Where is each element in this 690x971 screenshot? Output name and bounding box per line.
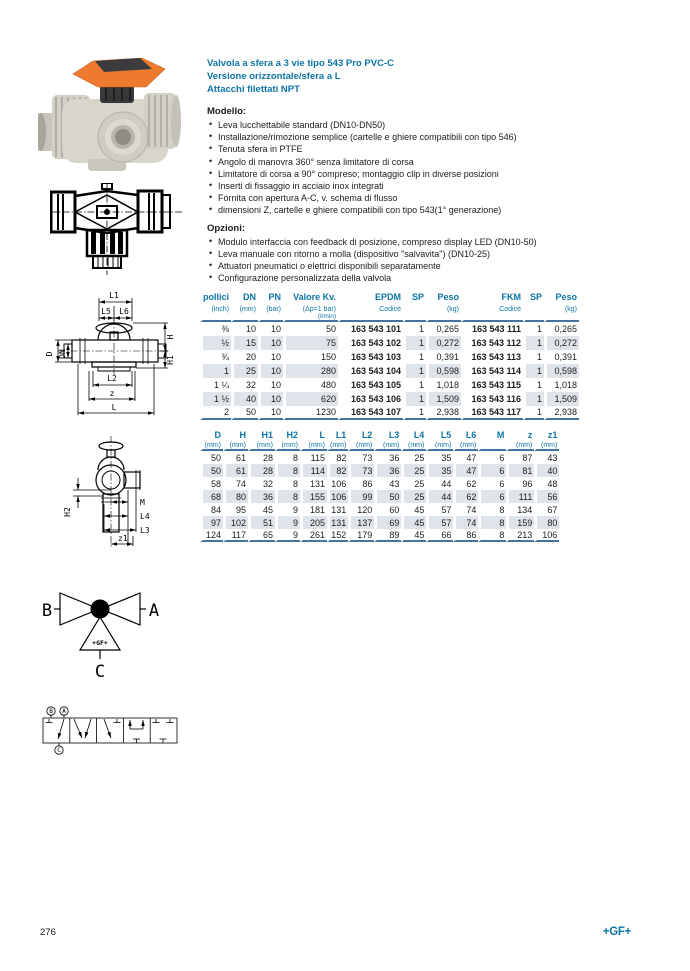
table-header-cell: EPDM <box>338 289 403 302</box>
dim-label-dn: DN <box>58 349 67 359</box>
table-cell: 89 <box>374 529 401 542</box>
table-cell: 1 <box>403 392 426 406</box>
table-header-cell: z <box>506 427 534 440</box>
table-cell: 6 <box>478 490 506 503</box>
table-header-cell: L2 <box>348 427 374 440</box>
flow-port-c-label: C <box>94 662 106 682</box>
table-cell: 10 <box>231 322 258 336</box>
table-cell: 25 <box>401 477 426 490</box>
table-cell: 1 ¼ <box>200 378 231 392</box>
table-cell: 155 <box>300 490 327 503</box>
table-header-cell: (l/min) <box>283 313 338 322</box>
table-header-cell <box>403 302 426 313</box>
table-cell: 40 <box>534 464 559 477</box>
table-cell: 84 <box>200 503 223 516</box>
table-cell: 36 <box>248 490 275 503</box>
table-cell: 205 <box>300 516 327 529</box>
table-cell: 56 <box>534 490 559 503</box>
table-cell: 10 <box>258 364 283 378</box>
table-header-cell <box>461 313 523 322</box>
table-cell: 1 <box>403 350 426 364</box>
table-cell: 163 543 116 <box>461 392 523 406</box>
table-cell: 163 543 106 <box>338 392 403 406</box>
options-bullet-list <box>207 236 659 285</box>
table-cell: 25 <box>401 490 426 503</box>
table-cell: 150 <box>283 350 338 364</box>
valve-product-photo <box>38 57 188 185</box>
bullet-item: • Tenuta sfera in PTFE <box>207 143 659 155</box>
table-cell: 10 <box>258 392 283 406</box>
table-cell: 163 543 107 <box>338 406 403 420</box>
table-header-cell: L4 <box>401 427 426 440</box>
table-cell: 48 <box>534 477 559 490</box>
dim-label-l4: L4 <box>140 512 150 521</box>
table-cell: 60 <box>374 503 401 516</box>
flow-symbol-diagram <box>35 588 165 683</box>
table-header-cell: (mm) <box>200 440 223 451</box>
table-cell: 163 543 101 <box>338 322 403 336</box>
dim-label-z: z <box>109 389 115 398</box>
table-cell: 1,018 <box>544 378 579 392</box>
bullet-item: • Leva lucchettabile standard (DN10-DN50) <box>207 119 659 131</box>
table-cell: 0,391 <box>426 350 461 364</box>
table-cell: 1 <box>403 378 426 392</box>
table-cell: 75 <box>283 336 338 350</box>
table-cell: 50 <box>200 464 223 477</box>
table-cell: 1 <box>403 322 426 336</box>
table-row <box>200 364 579 378</box>
table-cell: 51 <box>248 516 275 529</box>
table-header-cell: L <box>300 427 327 440</box>
table-row <box>200 336 579 350</box>
table-header-cell: (mm) <box>223 440 248 451</box>
table-cell: 106 <box>534 529 559 542</box>
table-cell: 163 543 102 <box>338 336 403 350</box>
table-cell: 45 <box>401 503 426 516</box>
table-cell: 62 <box>453 477 478 490</box>
table-cell: 40 <box>231 392 258 406</box>
table-header-cell <box>523 302 544 313</box>
table-row <box>200 392 579 406</box>
table-row <box>200 451 559 464</box>
table-header-cell: L1 <box>327 427 348 440</box>
table-cell: 8 <box>478 516 506 529</box>
table-cell: 1 <box>523 378 544 392</box>
table-cell: 25 <box>231 364 258 378</box>
model-section-heading: Modello: <box>207 106 247 117</box>
table-cell: 2,938 <box>426 406 461 420</box>
table-cell: ⅜ <box>200 322 231 336</box>
table-cell: 47 <box>453 451 478 464</box>
table-cell: 1230 <box>283 406 338 420</box>
table-cell: 86 <box>348 477 374 490</box>
dim-label-h2: H2 <box>63 507 72 517</box>
table-cell: 111 <box>506 490 534 503</box>
table-header-cell: Codice <box>461 302 523 313</box>
table-cell: 15 <box>231 336 258 350</box>
table-header-cell: (bar) <box>258 302 283 313</box>
dimension-drawing-front <box>28 288 196 421</box>
table-cell: 2 <box>200 406 231 420</box>
table-cell: 163 543 103 <box>338 350 403 364</box>
table-cell: 179 <box>348 529 374 542</box>
table-cell: 45 <box>248 503 275 516</box>
table-header-cell: (mm) <box>275 440 300 451</box>
description-column <box>207 57 659 284</box>
table-cell: 1 <box>403 336 426 350</box>
table-cell: 32 <box>248 477 275 490</box>
table-cell: 8 <box>478 529 506 542</box>
dim-label-l5: L5 <box>101 307 111 316</box>
table-cell: 8 <box>275 451 300 464</box>
table-cell: 261 <box>300 529 327 542</box>
bullet-item: • Installazione/rimozione semplice (cartelle e ghiere compatibili con tipo 546) <box>207 131 659 143</box>
table-header-cell: pollici <box>200 289 231 302</box>
table-cell: 1,509 <box>544 392 579 406</box>
page-title-line3: Attacchi filettati NPT <box>207 84 300 95</box>
table-row <box>200 378 579 392</box>
dim-label-l6: L6 <box>119 307 129 316</box>
table-cell: 137 <box>348 516 374 529</box>
table-cell: 0,272 <box>544 336 579 350</box>
table-header-cell: (mm) <box>348 440 374 451</box>
table-cell: 1 <box>523 364 544 378</box>
page-number: 276 <box>40 927 56 938</box>
table-cell: 44 <box>426 477 453 490</box>
table-cell: 36 <box>374 451 401 464</box>
table-cell: 163 543 117 <box>461 406 523 420</box>
table-cell: 45 <box>401 529 426 542</box>
table-cell: 61 <box>223 451 248 464</box>
dimension-drawing-side <box>28 432 196 567</box>
table-cell: 0,598 <box>544 364 579 378</box>
table-header-cell: L3 <box>374 427 401 440</box>
table-cell: 45 <box>401 516 426 529</box>
bullet-item: • Attuatori pneumatici o elettrici disponibili separatamente <box>207 260 659 272</box>
table-cell: 106 <box>327 490 348 503</box>
table-header-cell: (mm) <box>374 440 401 451</box>
table-row <box>200 406 579 420</box>
table-header-cell <box>258 313 283 322</box>
table-cell: 117 <box>223 529 248 542</box>
table-cell: 61 <box>223 464 248 477</box>
table-cell: 97 <box>200 516 223 529</box>
table-cell: 99 <box>348 490 374 503</box>
table-cell: 131 <box>327 503 348 516</box>
table-header-cell: (mm) <box>300 440 327 451</box>
gf-brand-mark: +GF+ <box>92 639 108 647</box>
dimensions-table <box>200 427 559 542</box>
table-row <box>200 490 559 503</box>
table-header-cell: PN <box>258 289 283 302</box>
table-cell: 1 <box>523 350 544 364</box>
table-cell: 10 <box>258 336 283 350</box>
table-header-cell: (mm) <box>401 440 426 451</box>
table-cell: 35 <box>426 464 453 477</box>
table-header-cell: (mm) <box>248 440 275 451</box>
table-cell: 57 <box>426 516 453 529</box>
table-cell: 1,509 <box>426 392 461 406</box>
table-header-cell: M <box>478 427 506 440</box>
page-title-line2: Versione orizzontale/sfera a L <box>207 71 341 82</box>
table-cell: 1 <box>403 364 426 378</box>
bullet-item: • Limitatore di corsa a 90° compreso; montaggio clip in diverse posizioni <box>207 168 659 180</box>
options-section-heading: Opzioni: <box>207 222 245 234</box>
table-row <box>200 529 559 542</box>
bullet-item: • Fornita con apertura A-C, v. schema di flusso <box>207 192 659 204</box>
table-cell: 35 <box>426 451 453 464</box>
table-cell: 50 <box>200 451 223 464</box>
table-header-cell <box>478 440 506 451</box>
gf-logo: +GF+ <box>602 926 631 938</box>
table-cell: 9 <box>275 516 300 529</box>
table-cell: 1 <box>523 406 544 420</box>
table-cell: 0,265 <box>426 322 461 336</box>
table-cell: 80 <box>534 516 559 529</box>
table-row <box>200 516 559 529</box>
table-cell: 73 <box>348 464 374 477</box>
table-cell: 124 <box>200 529 223 542</box>
table-cell: 163 543 105 <box>338 378 403 392</box>
table-cell: 620 <box>283 392 338 406</box>
table-cell: 69 <box>374 516 401 529</box>
table-cell: 25 <box>401 464 426 477</box>
table-header-cell: L5 <box>426 427 453 440</box>
table-cell: ¾ <box>200 350 231 364</box>
model-bullet-list <box>207 119 659 217</box>
dim-label-h1: H1 <box>166 355 175 365</box>
table-cell: 131 <box>300 477 327 490</box>
table-cell: 8 <box>478 503 506 516</box>
bullet-item: • Leva manuale con ritorno a molla (dispositivo "salvavita") (DN10-25) <box>207 248 659 260</box>
table-header-cell: (mm) <box>231 302 258 313</box>
table-row <box>200 350 579 364</box>
bullet-item: • dimensioni Z, cartelle e ghiere compatibili con tipo 543(1° generazione) <box>207 204 659 216</box>
dim-label-h: H <box>166 334 175 340</box>
table-header-cell: L6 <box>453 427 478 440</box>
table-cell: 86 <box>453 529 478 542</box>
table-cell: 10 <box>258 350 283 364</box>
table-cell: 102 <box>223 516 248 529</box>
table-header-cell: Codice <box>338 302 403 313</box>
table-cell: 50 <box>374 490 401 503</box>
schema-port-a-label: A <box>62 708 66 716</box>
table-cell: 73 <box>348 451 374 464</box>
table-header-cell: Valore Kv. <box>283 289 338 302</box>
table-cell: 6 <box>478 464 506 477</box>
table-cell: 106 <box>327 477 348 490</box>
table-header-cell: D <box>200 427 223 440</box>
table-header-cell: Peso <box>426 289 461 302</box>
table-cell: 1 <box>403 406 426 420</box>
table-cell: 114 <box>300 464 327 477</box>
schema-port-b-label: B <box>49 708 53 716</box>
table-cell: 120 <box>348 503 374 516</box>
table-cell: 96 <box>506 477 534 490</box>
table-cell: 28 <box>248 451 275 464</box>
table-header-cell: SP <box>403 289 426 302</box>
table-cell: 82 <box>327 464 348 477</box>
table-cell: 9 <box>275 503 300 516</box>
table-row <box>200 477 559 490</box>
table-cell: 66 <box>426 529 453 542</box>
dim-label-l3: L3 <box>140 526 150 535</box>
table-cell: 10 <box>258 322 283 336</box>
table-cell: 0,391 <box>544 350 579 364</box>
table-header-cell: H2 <box>275 427 300 440</box>
dim-label-z1: z1 <box>118 534 128 543</box>
table-cell: 163 543 104 <box>338 364 403 378</box>
table-cell: 9 <box>275 529 300 542</box>
table-cell: 8 <box>275 464 300 477</box>
table-header-cell: (kg) <box>426 302 461 313</box>
table-cell: 115 <box>300 451 327 464</box>
flow-port-a-label: A <box>148 601 160 621</box>
table-cell: 159 <box>506 516 534 529</box>
table-cell: 50 <box>283 322 338 336</box>
table-cell: 131 <box>327 516 348 529</box>
table-header-cell: FKM <box>461 289 523 302</box>
table-cell: 480 <box>283 378 338 392</box>
table-cell: 1 <box>523 392 544 406</box>
table-cell: 20 <box>231 350 258 364</box>
table-header-cell: z1 <box>534 427 559 440</box>
table-cell: 87 <box>506 451 534 464</box>
table-cell: 74 <box>453 503 478 516</box>
table-cell: 25 <box>401 451 426 464</box>
table-cell: 36 <box>374 464 401 477</box>
table-cell: 213 <box>506 529 534 542</box>
table-cell: 280 <box>283 364 338 378</box>
table-cell: 81 <box>506 464 534 477</box>
table-cell: 8 <box>275 490 300 503</box>
dim-label-l2: L2 <box>107 374 117 383</box>
table-cell: 163 543 113 <box>461 350 523 364</box>
table-cell: 10 <box>258 378 283 392</box>
dim-label-l: L <box>111 403 117 412</box>
table-cell: 74 <box>223 477 248 490</box>
bullet-item: • Configurazione personalizzata della valvola <box>207 272 659 284</box>
table-cell: 67 <box>534 503 559 516</box>
table-cell: 0,265 <box>544 322 579 336</box>
table-cell: 80 <box>223 490 248 503</box>
table-cell: 2,938 <box>544 406 579 420</box>
dim-label-l1: L1 <box>109 291 119 300</box>
valve-top-view-drawing <box>50 183 182 278</box>
table-cell: 8 <box>275 477 300 490</box>
table-header-cell: (mm) <box>426 440 453 451</box>
table-cell: 82 <box>327 451 348 464</box>
dim-label-d: D <box>45 351 54 357</box>
bullet-item: • Angolo di manovra 360° senza limitatore di corsa <box>207 156 659 168</box>
dim-label-m: M <box>140 498 145 507</box>
table-header-cell <box>338 313 403 322</box>
table-cell: 181 <box>300 503 327 516</box>
table-header-cell <box>200 313 231 322</box>
flow-schema-diagram <box>40 703 188 761</box>
page-title-line1: Valvola a sfera a 3 vie tipo 543 Pro PVC-C <box>207 58 394 69</box>
table-header-cell <box>426 313 461 322</box>
table-header-cell: (kg) <box>544 302 579 313</box>
table-header-cell: (mm) <box>534 440 559 451</box>
table-header-cell: H <box>223 427 248 440</box>
table-cell: 6 <box>478 451 506 464</box>
table-cell: 62 <box>453 490 478 503</box>
table-cell: 74 <box>453 516 478 529</box>
table-header-cell <box>544 313 579 322</box>
table-row <box>200 464 559 477</box>
flow-port-b-label: B <box>41 601 53 621</box>
table-row <box>200 322 579 336</box>
table-cell: ½ <box>200 336 231 350</box>
table-cell: 1 <box>200 364 231 378</box>
table-header-cell: DN <box>231 289 258 302</box>
table-row <box>200 503 559 516</box>
schema-port-c-label: C <box>57 747 61 755</box>
table-cell: 68 <box>200 490 223 503</box>
table-header-cell <box>523 313 544 322</box>
table-cell: 28 <box>248 464 275 477</box>
table-cell: 43 <box>534 451 559 464</box>
table-cell: 0,598 <box>426 364 461 378</box>
table-cell: 47 <box>453 464 478 477</box>
table-cell: 50 <box>231 406 258 420</box>
table-cell: 163 543 115 <box>461 378 523 392</box>
table-cell: 163 543 114 <box>461 364 523 378</box>
table-cell: 1 ½ <box>200 392 231 406</box>
table-cell: 1,018 <box>426 378 461 392</box>
table-cell: 58 <box>200 477 223 490</box>
table-cell: 6 <box>478 477 506 490</box>
table-cell: 57 <box>426 503 453 516</box>
table-cell: 1 <box>523 322 544 336</box>
table-header-cell: (Δp=1 bar) <box>283 302 338 313</box>
table-cell: 44 <box>426 490 453 503</box>
table-header-cell: SP <box>523 289 544 302</box>
table-header-cell <box>231 313 258 322</box>
ordering-table <box>200 289 579 420</box>
bullet-item: • Modulo interfaccia con feedback di posizione, compreso display LED (DN10-50) <box>207 236 659 248</box>
table-header-cell: (mm) <box>453 440 478 451</box>
table-cell: 152 <box>327 529 348 542</box>
table-cell: 32 <box>231 378 258 392</box>
table-cell: 0,272 <box>426 336 461 350</box>
table-header-cell: (mm) <box>506 440 534 451</box>
table-header-cell: (mm) <box>327 440 348 451</box>
table-cell: 163 543 111 <box>461 322 523 336</box>
table-cell: 95 <box>223 503 248 516</box>
table-cell: 163 543 112 <box>461 336 523 350</box>
table-header-cell: (inch) <box>200 302 231 313</box>
table-header-cell: H1 <box>248 427 275 440</box>
table-cell: 65 <box>248 529 275 542</box>
table-cell: 10 <box>258 406 283 420</box>
table-cell: 134 <box>506 503 534 516</box>
table-header-cell <box>403 313 426 322</box>
bullet-item: • Inserti di fissaggio in acciaio inox integrati <box>207 180 659 192</box>
table-header-cell: Peso <box>544 289 579 302</box>
table-cell: 43 <box>374 477 401 490</box>
table-cell: 1 <box>523 336 544 350</box>
